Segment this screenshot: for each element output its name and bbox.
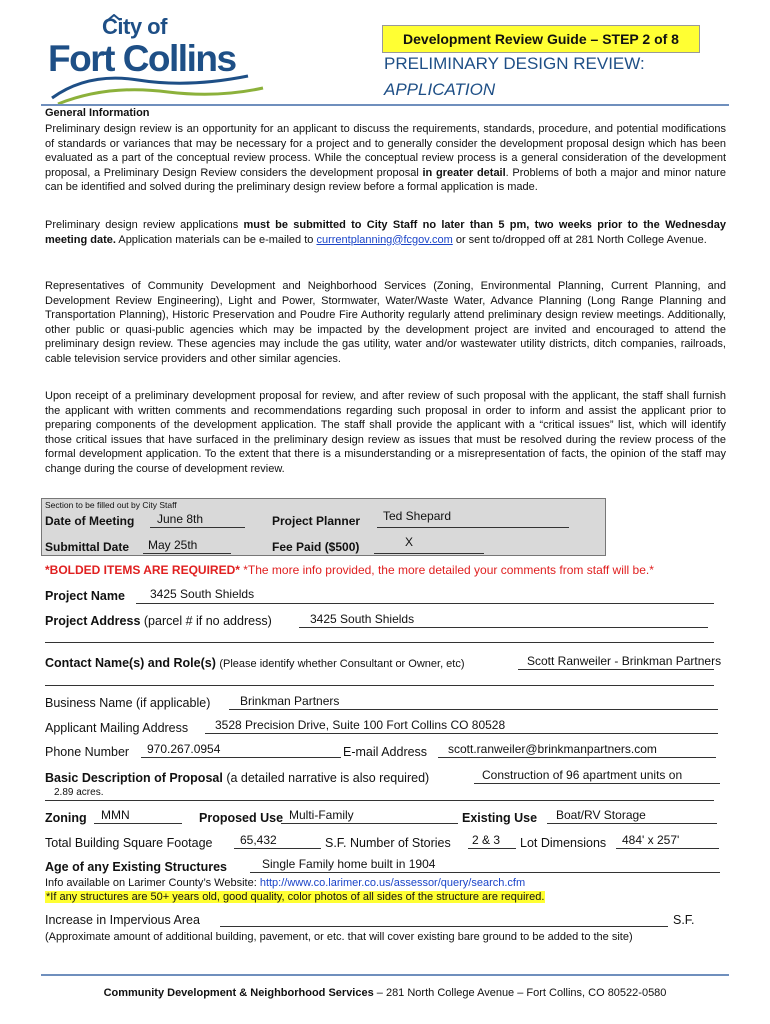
description-label: Basic Description of Proposal (a detailed narrative is also required) (45, 771, 430, 785)
email-label: E-mail Address (343, 745, 428, 759)
lot-dimensions-field[interactable]: 484' x 257' (622, 833, 680, 847)
city-logo (48, 14, 273, 106)
existing-use-label: Existing Use (462, 811, 538, 825)
phone-field[interactable]: 970.267.0954 (147, 742, 221, 756)
larimer-link[interactable]: http://www.co.larimer.co.us/assessor/query/search.cfm (259, 877, 526, 889)
photos-note: *If any structures are 50+ years old, good quality, color photos of all sides of the structure are required. (46, 891, 545, 903)
project-address-label: Project Address (parcel # if no address) (45, 614, 272, 628)
zoning-label: Zoning (45, 811, 87, 825)
mailing-address-field[interactable]: 3528 Precision Drive, Suite 100 Fort Collins CO 80528 (215, 718, 506, 732)
existing-use-field[interactable]: Boat/RV Storage (556, 808, 646, 822)
project-planner-label: Project Planner (272, 514, 361, 528)
contact-line (518, 669, 714, 670)
fee-paid-line (374, 553, 484, 554)
footer-address: – 281 North College Avenue – Fort Collins, CO 80522-0580 (373, 987, 667, 999)
sf-label: S.F. Number of Stories (325, 836, 451, 850)
project-planner-line (377, 527, 569, 528)
age-label: Age of any Existing Structures (45, 860, 227, 874)
submittal-date-label: Submittal Date (45, 540, 130, 554)
project-address-line (299, 627, 708, 628)
logo-fort-collins-text: Fort Collins (48, 38, 236, 79)
sqft-line (234, 848, 321, 849)
footer (0, 987, 770, 999)
p1-text: Preliminary design review is an opportunity for an applicant to discuss the requirements, standards, procedure, and potential modifications of standards or variances that may be necessary for a project and to generally consider the development proposal design which has been evaluated as a part of the conceptual review process. While the conceptual review process is a general consideration of the development proposal, a Preliminary Design Review considers the development proposal (45, 123, 726, 179)
staff-section-caption: Section to be filled out by City Staff (45, 500, 177, 510)
footer-divider (41, 974, 729, 976)
zoning-line (94, 823, 182, 824)
proposed-use-label: Proposed Use (199, 811, 284, 825)
age-field[interactable]: Single Family home built in 1904 (262, 857, 436, 871)
fee-paid-label: Fee Paid ($500) (272, 540, 360, 554)
project-name-field[interactable]: 3425 South Shields (150, 587, 255, 601)
p2-mid: Application materials can be e-mailed to (115, 233, 317, 246)
fee-paid-field[interactable]: X (405, 535, 414, 549)
project-name-label: Project Name (45, 589, 125, 603)
email-line (438, 757, 716, 758)
age-line (250, 872, 720, 873)
description-line (474, 783, 720, 784)
header-divider (41, 104, 729, 106)
p1-end: . Problems of both a major and minor nature can be identified and solved during the preliminary design review before a formal application is made. (45, 166, 726, 194)
project-name-line (136, 603, 714, 604)
contact-label: Contact Name(s) and Role(s) (Please identify whether Consultant or Owner, etc) (45, 656, 465, 670)
date-of-meeting-label: Date of Meeting (45, 514, 135, 528)
impervious-line (220, 926, 668, 927)
lot-dimensions-label: Lot Dimensions (520, 836, 607, 850)
general-paragraph-1 (45, 122, 726, 195)
stories-line (468, 848, 516, 849)
description-line-2 (45, 800, 714, 801)
submittal-date-field[interactable]: May 25th (148, 538, 198, 552)
lot-dimensions-line (616, 848, 719, 849)
contact-field[interactable]: Scott Ranweiler - Brinkman Partners (527, 654, 722, 668)
page-title: PRELIMINARY DESIGN REVIEW: (384, 54, 645, 73)
email-link[interactable]: currentplanning@fcgov.com (316, 233, 453, 246)
general-paragraph-3: Representatives of Community Development and Neighborhood Services (Zoning, Environmental Planning, Current Planning, and Development Review Engineering), Light and Power, Stormwater, Water/Waste Water, Advance Planning (Long Range Planning and Transportation Planning), Historic Preservation and Poudre Fire Authority regularly attend preliminary design review meetings. Additionally, other public or quasi-public agencies which may be impacted by the development project are invited and encouraged to attend the preliminary design review. These agencies may include the gas utility, water and/or wastewater utility districts, ditch companies, railroads, cable television service providers and other similar agencies. (45, 280, 726, 365)
contact-line-2 (45, 685, 714, 686)
p2-end: or sent to/dropped off at 281 North College Avenue. (452, 233, 707, 246)
sqft-field[interactable]: 65,432 (240, 833, 277, 847)
business-name-line (229, 709, 718, 710)
sqft-label: Total Building Square Footage (45, 836, 213, 850)
page-subtitle: APPLICATION (384, 80, 496, 99)
required-bold: *BOLDED ITEMS ARE REQUIRED* (45, 563, 240, 577)
project-planner-field[interactable]: Ted Shepard (383, 509, 452, 523)
impervious-unit: S.F. (673, 913, 695, 927)
project-address-line-2 (45, 642, 714, 643)
required-note (45, 563, 654, 577)
proposed-use-line (281, 823, 458, 824)
phone-line (141, 757, 341, 758)
date-of-meeting-field[interactable]: June 8th (157, 512, 204, 526)
larimer-info: Info available on Larimer County’s Website: http://www.co.larimer.co.us/assessor/query/search.cfm (45, 877, 526, 889)
phone-label: Phone Number (45, 745, 130, 759)
proposed-use-field[interactable]: Multi-Family (289, 808, 354, 822)
footer-dept: Community Development & Neighborhood Services (103, 987, 374, 999)
zoning-field[interactable]: MMN (101, 808, 130, 822)
impervious-label: Increase in Impervious Area (45, 913, 200, 927)
date-of-meeting-line (150, 527, 245, 528)
p2-start: Preliminary design review applications (45, 219, 244, 231)
stories-field[interactable]: 2 & 3 (472, 833, 501, 847)
p1-bold: in greater detail (422, 166, 506, 179)
project-address-field[interactable]: 3425 South Shields (310, 612, 415, 626)
step-badge: Development Review Guide – STEP 2 of 8 (382, 25, 700, 53)
general-paragraph-4: Upon receipt of a preliminary development proposal for review, and after review of such proposal with the applicant, the staff shall furnish the applicant with written comments and recommendations regarding such proposal in order to inform and assist the applicant prior to preparing components of the development application. The staff shall provide the applicant with a “critical issues” list, which will identify those critical issues that have surfaced in the preliminary design review as issues that must be resolved during the review process of the formal development application. To the extent that there is a misunderstanding or a misrepresentation of facts, the opinion of the staff may change during the course of development review. (45, 390, 726, 475)
description-field-line1[interactable]: Construction of 96 apartment units on (482, 768, 683, 782)
mailing-address-line (205, 733, 718, 734)
required-rest: *The more info provided, the more detailed your comments from staff will be.* (239, 563, 654, 577)
general-paragraph-2 (45, 218, 726, 247)
logo-city-text: City of (102, 14, 167, 39)
business-name-field[interactable]: Brinkman Partners (240, 694, 340, 708)
existing-use-line (547, 823, 717, 824)
mailing-address-label: Applicant Mailing Address (45, 721, 189, 735)
submittal-date-line (143, 553, 231, 554)
business-name-label: Business Name (if applicable) (45, 696, 211, 710)
impervious-note: (Approximate amount of additional building, pavement, or etc. that will cover existing bare ground to be added to the site) (45, 931, 633, 943)
email-field[interactable]: scott.ranweiler@brinkmanpartners.com (448, 742, 657, 756)
general-info-heading: General Information (45, 107, 150, 119)
description-field-line2[interactable]: 2.89 acres. (54, 787, 104, 798)
p2-bold: must be submitted to City Staff no later than 5 pm, two weeks prior to the Wednesday meeting date. (45, 219, 726, 246)
